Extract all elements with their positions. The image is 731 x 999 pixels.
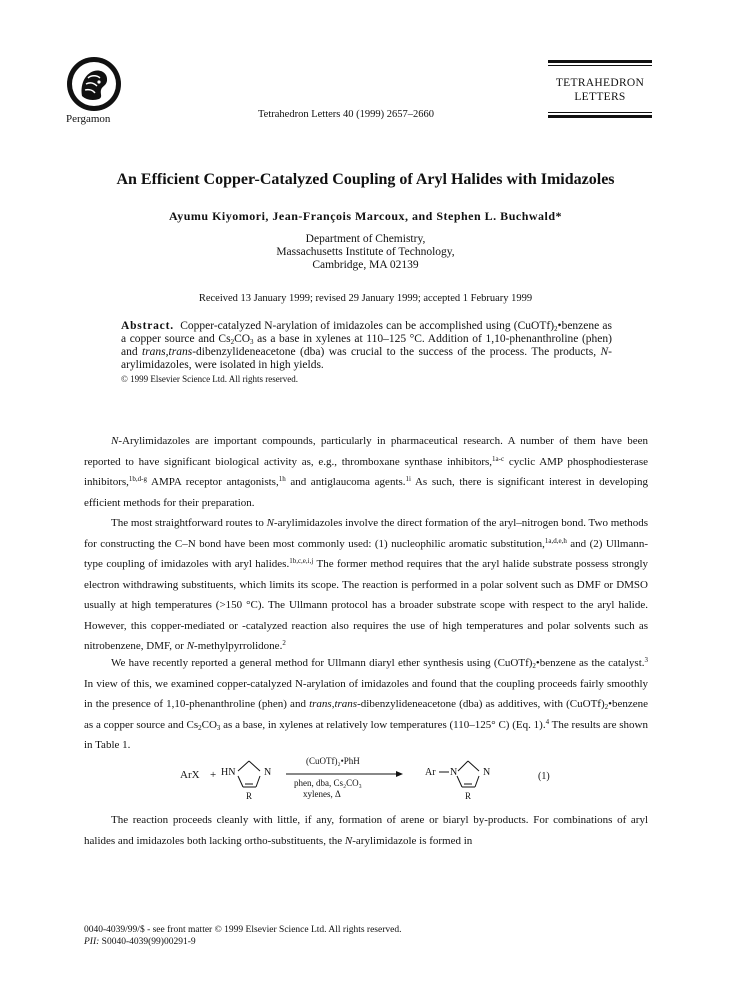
p3-text-i: The results are shown in Table 1. xyxy=(84,718,648,751)
product-n1: N xyxy=(450,767,458,778)
p3-text-c: In view of this, we examined copper-catalyzed N-arylation of imidazoles and found that the coupling proceeds fairly smoothly in the presence of 1,10-phenanthroline (phen) and xyxy=(84,677,648,710)
subscript: 2 xyxy=(554,325,558,333)
abstract-text-6: -dibenzylideneacetone (dba) was crucial to the success of the process. The products, xyxy=(192,346,601,358)
reference-mark: 1a,d,e,h xyxy=(544,536,567,545)
product-ar: Ar xyxy=(425,767,436,778)
body-paragraph-2 xyxy=(84,513,648,657)
journal-citation: Tetrahedron Letters 40 (1999) 2657–2660 xyxy=(258,109,434,120)
arrow-head xyxy=(396,771,403,777)
pii-value: S0040-4039(99)00291-9 xyxy=(99,937,196,947)
p1-text-d: AMPA receptor antagonists, xyxy=(147,476,279,488)
publisher-name: Pergamon xyxy=(66,113,111,125)
p1-text-e: and antiglaucoma agents. xyxy=(285,476,406,488)
reference-mark: 1i xyxy=(405,475,411,483)
p1-text-c: cyclic AMP phosphodiesterase inhibitors, xyxy=(84,455,649,488)
journal-masthead xyxy=(548,60,652,118)
reference-mark: 1h xyxy=(278,475,286,483)
abstract xyxy=(121,320,612,372)
p1-text-a: N xyxy=(111,435,119,447)
reference-mark: 3 xyxy=(644,656,648,664)
imidazole-n: N xyxy=(264,767,272,778)
reaction-equation xyxy=(0,752,731,802)
subscript: 2 xyxy=(198,723,202,732)
masthead-rule-top-thin xyxy=(548,65,652,66)
publisher-logo xyxy=(66,56,122,112)
p3-text-f: •benzene as a copper source and Cs xyxy=(84,698,649,731)
reagent-additives: phen, dba, Cs₂CO₃ xyxy=(294,778,362,788)
product-substituent-r: R xyxy=(465,791,472,801)
footer-issn-line: 0040-4039/99/$ - see front matter © 1999 Elsevier Science Ltd. All rights reserved. xyxy=(84,925,402,935)
p2-text-f: N xyxy=(186,640,195,652)
p3-text-d: trans,trans xyxy=(309,698,358,710)
reference-mark: 2 xyxy=(282,639,286,647)
abstract-text-4: as a base in xylenes at 110–125 °C. Addition of 1,10-phenanthroline (phen) and xyxy=(121,333,612,358)
imidazole-hn: HN xyxy=(221,767,236,778)
reagent-catalyst: (CuOTf)₂•PhH xyxy=(306,756,360,766)
p2-text-d: and (2) Ullmann-type coupling of imidazoles with aryl halides. xyxy=(84,537,648,570)
p3-text-e: -dibenzylideneacetone (dba) as additives, with (CuOTf) xyxy=(357,698,605,710)
affiliation-line1: Department of Chemistry, xyxy=(305,233,426,245)
reagent-conditions: xylenes, Δ xyxy=(303,789,341,799)
abstract-text-3: CO xyxy=(234,333,251,345)
p4-text-c: -arylimidazole is formed in xyxy=(352,834,473,847)
author-affiliation xyxy=(0,233,731,272)
abstract-text-2: •benzene as a copper source and Cs xyxy=(121,320,612,345)
masthead-rule-bottom xyxy=(548,115,652,118)
journal-name xyxy=(548,76,652,104)
abstract-copyright: © 1999 Elsevier Science Ltd. All rights reserved. xyxy=(121,374,299,384)
reference-mark: 1a-c xyxy=(492,454,505,463)
abstract-heading: Abstract. xyxy=(121,320,174,332)
p4-text-a: The reaction proceeds cleanly with little, if any, formation of arene or biaryl by-products. For combinations of aryl halides and imidazoles both lacking ortho-substituents, the xyxy=(84,814,648,847)
p2-text-e: The former method requires that the aryl halide substrate possess strongly electron withdrawing substituents, which limits its scope. The reaction is performed in a polar solvent such as DMF or DMSO usually at high temperatures (>150 °C). The Ullmann protocol has a broader substrate scope with respect to the aryl halide. However, this copper-mediated or -catalyzed reaction also requires the use of high temperatures and polar solvents such as nitrobenzene, DMF, or xyxy=(84,558,648,652)
pii-label: PII: xyxy=(84,937,100,947)
page-footer xyxy=(84,924,401,948)
subscript: 2 xyxy=(604,703,609,711)
journal-name-line1: TETRAHEDRON xyxy=(555,77,645,89)
p2-text-g: -methylpyrrolidone. xyxy=(194,640,283,652)
body-paragraph-1 xyxy=(84,431,648,513)
imidazole-ring-reactant xyxy=(238,761,260,787)
reactant-arx: ArX xyxy=(180,769,200,781)
abstract-text-1: Copper-catalyzed N-arylation of imidazoles can be accomplished using (CuOTf) xyxy=(180,320,555,332)
p1-text-f: As such, there is significant interest in developing efficient methods for their preparation. xyxy=(84,476,648,509)
reference-mark: 1b,c,e,i,j xyxy=(289,557,314,565)
affiliation-line3: Cambridge, MA 02139 xyxy=(312,259,419,271)
p3-text-a: We have recently reported a general method for Ullmann diaryl ether synthesis using (CuOTf) xyxy=(111,657,533,669)
p1-text-b: -Arylimidazoles are important compounds, particularly in pharmaceutical research. A number of them have been reported to have significant biological activity as, e.g., thromboxane synthase inhibitors, xyxy=(84,435,648,468)
subscript: 3 xyxy=(216,723,221,732)
equation-number: (1) xyxy=(538,771,550,782)
masthead-rule-top xyxy=(548,60,652,63)
journal-name-line2: LETTERS xyxy=(574,91,626,103)
article-authors: Ayumu Kiyomori, Jean-François Marcoux, and Stephen L. Buchwald* xyxy=(168,209,563,223)
body-paragraph-3 xyxy=(84,653,648,756)
p2-text-b: N xyxy=(266,517,274,529)
subscript: 2 xyxy=(230,338,235,346)
p3-text-b: •benzene as the catalyst. xyxy=(535,657,645,669)
abstract-text-5: trans,trans xyxy=(142,346,193,358)
reference-mark: 1b,d-g xyxy=(128,475,148,483)
plus-sign: + xyxy=(210,769,217,781)
p2-text-c: -arylimidazoles involve the direct formation of the aryl–nitrogen bond. Two methods for constructing the C–N bond have been most commonly used: (1) nucleophilic aromatic substitution, xyxy=(84,517,648,550)
body-paragraph-4 xyxy=(84,810,648,851)
footer-pii-line xyxy=(84,936,401,948)
substituent-r: R xyxy=(246,791,253,801)
product-n3: N xyxy=(483,767,491,778)
imidazole-ring-product xyxy=(457,761,479,787)
article-title: An Efficient Copper-Catalyzed Coupling of Aryl Halides with Imidazoles xyxy=(116,171,615,188)
masthead-rule-bottom-thin xyxy=(548,112,652,113)
abstract-text-7: N xyxy=(600,346,609,358)
p2-text-a: The most straightforward routes to xyxy=(111,517,267,529)
received-dates: Received 13 January 1999; revised 29 January 1999; accepted 1 February 1999 xyxy=(198,293,533,304)
subscript: 2 xyxy=(532,662,536,670)
subscript: 3 xyxy=(250,338,254,346)
p3-text-g: CO xyxy=(201,718,217,731)
reference-mark: 4 xyxy=(545,717,550,726)
p3-text-h: as a base, in xylenes at relatively low temperatures (110–125° C) (Eq. 1). xyxy=(220,718,546,731)
p4-text-b: N xyxy=(344,834,353,847)
abstract-text-8: -arylimidazoles, were isolated in high yields. xyxy=(121,346,612,371)
affiliation-line2: Massachusetts Institute of Technology, xyxy=(276,246,455,258)
